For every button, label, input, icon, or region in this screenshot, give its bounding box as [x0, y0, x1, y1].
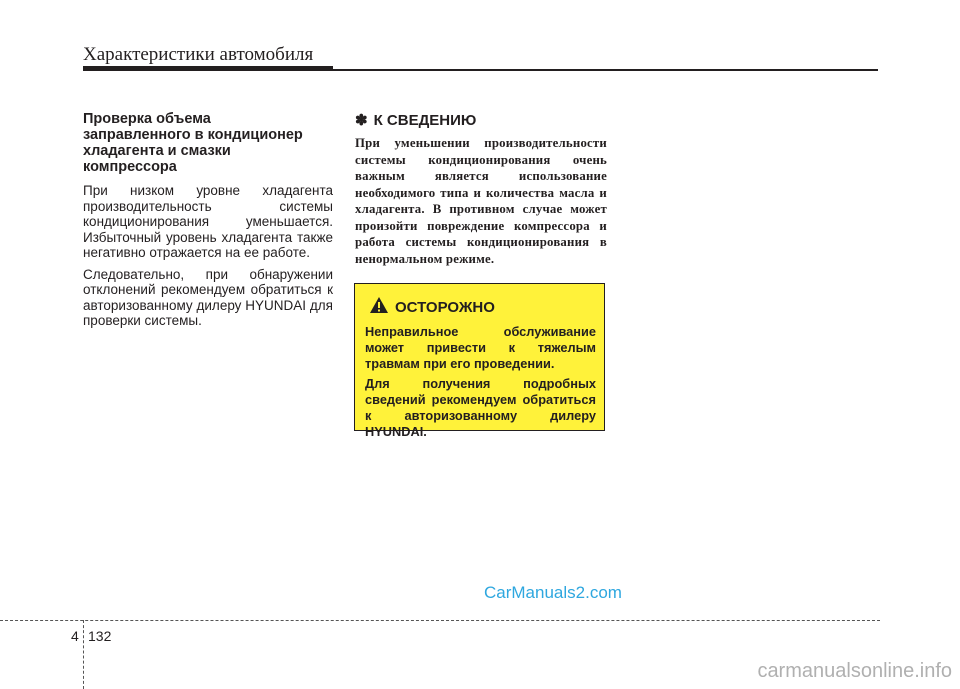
- notice-text: При уменьшении производительности системы кондиционирования очень важным является использование необходимого типа и количества масла и хладагента. В противном случае может произойти повреждение компрессора и работа системы кондиционирования в ненормальном режиме.: [355, 136, 607, 266]
- footer-rule: [0, 620, 880, 622]
- warning-box: [354, 283, 605, 439]
- section-title-line: заправленного в кондиционер: [83, 127, 303, 143]
- left-column: [83, 111, 333, 335]
- page-header-title: Характеристики автомобиля: [83, 44, 314, 65]
- brand-watermark: CarManuals2.com: [484, 583, 622, 602]
- warning-title-text: ОСТОРОЖНО: [395, 298, 495, 316]
- warning-triangle-icon: [369, 296, 389, 318]
- section-title-line: хладагента и смазки: [83, 143, 231, 159]
- section-title-line: Проверка объема: [83, 111, 211, 127]
- page-number: 132: [88, 628, 112, 644]
- site-watermark: carmanualsonline.info: [757, 660, 952, 682]
- section-title: [83, 111, 333, 175]
- notice-title: [355, 111, 607, 129]
- body-paragraph-2: Следовательно, при обнаружении отклонений рекомендуем обратиться к авторизованному дилеру HYUNDAI для проверки системы.: [83, 266, 333, 328]
- section-title-line: компрессора: [83, 159, 177, 175]
- chapter-number: 4: [71, 628, 79, 644]
- warning-title: [369, 296, 596, 318]
- warning-text-1: Неправильное обслуживание может привести к тяжелым травмам при его проведении.: [365, 324, 596, 371]
- notice-block: [355, 111, 607, 267]
- footer-vertical-rule: [83, 620, 84, 689]
- notice-title-text: К СВЕДЕНИЮ: [373, 111, 477, 129]
- warning-text-2: Для получения подробных сведений рекомендуем обратиться к авторизованному дилеру HYUNDAI.: [365, 376, 596, 439]
- notice-asterisk-icon: ✽: [355, 112, 368, 129]
- body-paragraph-1: При низком уровне хладагента производительность системы кондиционирования уменьшается. Избыточный уровень хладагента также негативно отражается на ее работе.: [83, 183, 333, 260]
- header-rule: [83, 69, 878, 71]
